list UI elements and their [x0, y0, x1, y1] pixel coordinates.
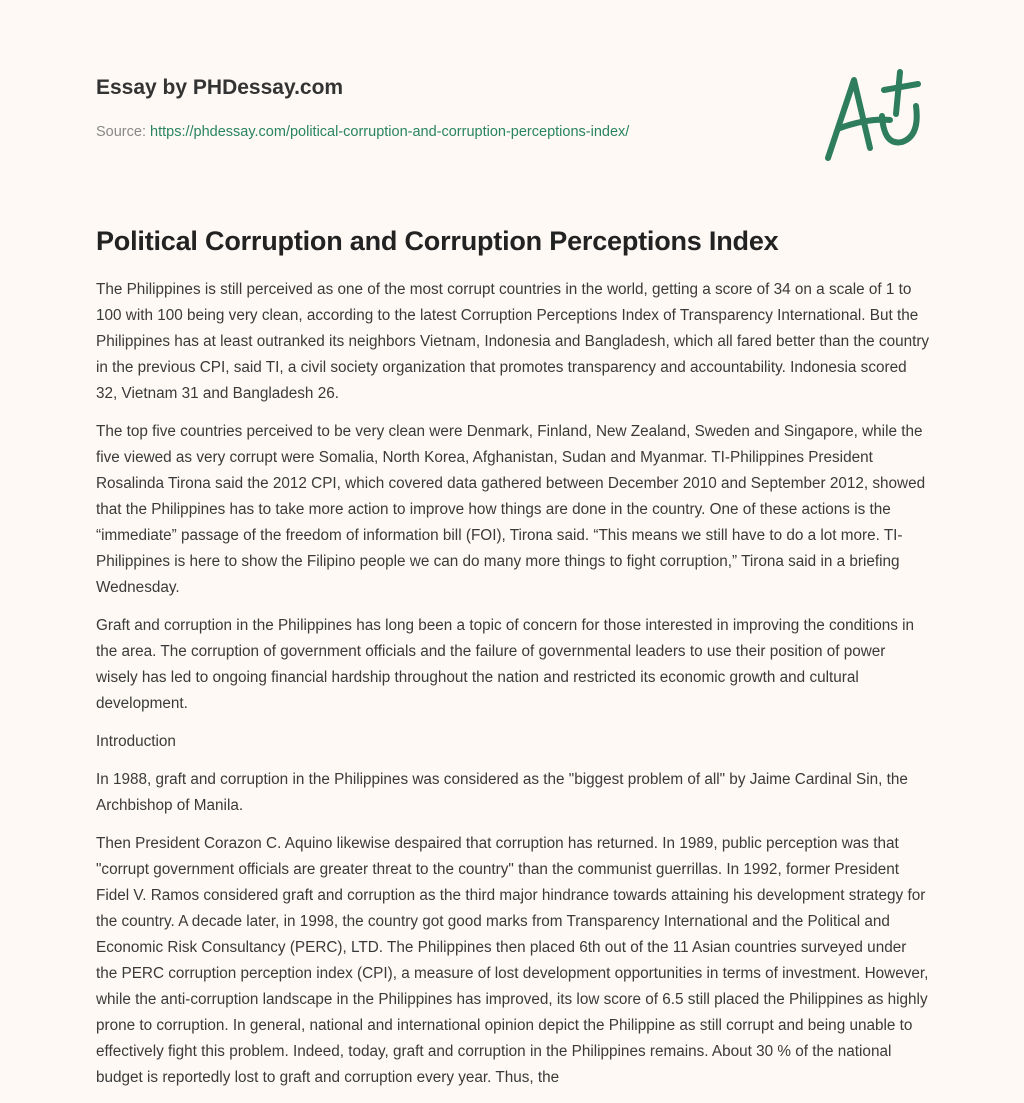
source-line — [96, 124, 629, 140]
article-title: Political Corruption and Corruption Perceptions Index — [96, 226, 779, 256]
a-plus-logo-icon — [818, 66, 928, 166]
paragraph: The top five countries perceived to be very clean were Denmark, Finland, New Zealand, Sweden and Singapore, while the five viewed as very corrupt were Somalia, North Korea, Afghanistan, Sudan and Myanmar. TI-Philippines President Rosalinda Tirona said the 2012 CPI, which covered data gathered between December 2010 and September 2012, showed that the Philippines has to take more action to improve how things are done in the country. One of these actions is the “immediate” passage of the freedom of information bill (FOI), Tirona said. “This means we still have to do a lot more. TI-Philippines is here to show the Filipino people we can do many more things to fight corruption,” Tirona said in a briefing Wednesday. — [96, 423, 926, 596]
brand-title: Essay by PHDessay.com — [96, 76, 344, 99]
paragraph: In 1988, graft and corruption in the Philippines was considered as the "biggest problem of all" by Jaime Cardinal Sin, the Archbishop of Manila. — [96, 771, 908, 814]
source-link[interactable]: https://phdessay.com/political-corruption-and-corruption-perceptions-index/ — [150, 124, 630, 140]
article — [96, 226, 930, 1103]
site-header — [96, 76, 629, 140]
paragraph: The Philippines is still perceived as one of the most corrupt countries in the world, getting a score of 34 on a scale of 1 to 100 with 100 being very clean, according to the latest Corruption Perceptions Index of Transparency International. But the Philippines has at least outranked its neighbors Vietnam, Indonesia and Bangladesh, which all fared better than the country in the previous CPI, said TI, a civil society organization that promotes transparency and accountability. Indonesia scored 32, Vietnam 31 and Bangladesh 26. — [96, 281, 930, 402]
source-label: Source: — [96, 124, 146, 140]
section-heading-introduction: Introduction — [96, 733, 176, 750]
paragraph: Graft and corruption in the Philippines has long been a topic of concern for those interested in improving the conditions in the area. The corruption of government officials and the failure of governmental leaders to use their position of power wisely has led to ongoing financial hardship throughout the nation and restricted its economic growth and cultural development. — [96, 617, 915, 712]
paragraph: Then President Corazon C. Aquino likewise despaired that corruption has returned. In 1989, public perception was that "corrupt government officials are greater threat to the country" than the communist guerrillas. In 1992, former President Fidel V. Ramos considered graft and corruption as the third major hindrance towards attaining his development strategy for the country. A decade later, in 1998, the country got good marks from Transparency International and the Political and Economic Risk Consultancy (PERC), LTD. The Philippines then placed 6th out of the 11 Asian countries surveyed under the PERC corruption perception index (CPI), a measure of lost development opportunities in terms of investment. However, while the anti-corruption landscape in the Philippines has improved, its low score of 6.5 still placed the Philippines as highly prone to corruption. In general, national and international opinion depict the Philippine as still corrupt and being unable to effectively fight this problem. Indeed, today, graft and corruption in the Philippines remains. About 30 % of the national budget is reportedly lost to graft and corruption every year. Thus, the — [96, 835, 929, 1086]
